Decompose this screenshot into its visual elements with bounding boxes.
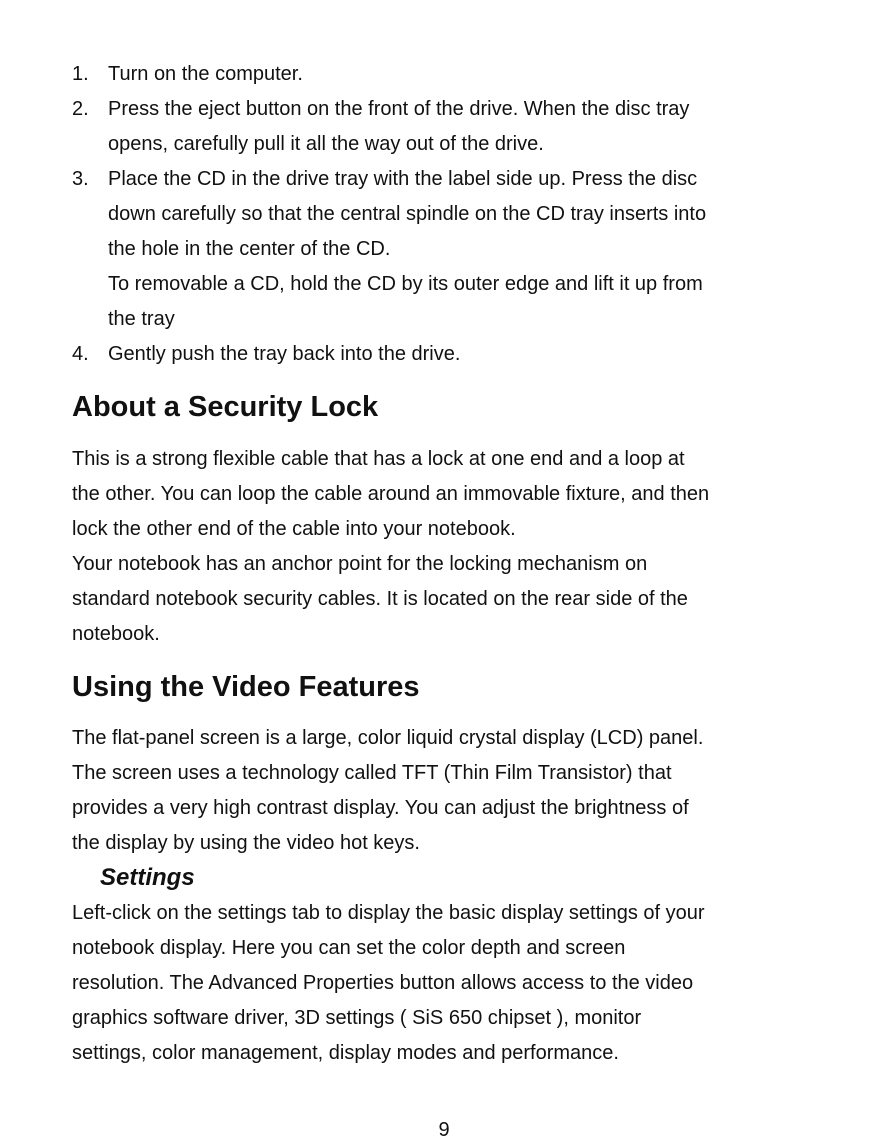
body-line: settings, color management, display modes and performance. [72, 1042, 619, 1064]
security-body [72, 442, 842, 652]
body-line: Left-click on the settings tab to display the basic display settings of your [72, 902, 705, 924]
step-text: the hole in the center of the CD. [108, 238, 391, 260]
step-text: down carefully so that the central spindle on the CD tray inserts into [108, 203, 707, 225]
body-line: The flat-panel screen is a large, color liquid crystal display (LCD) panel. [72, 727, 704, 749]
body-line: Your notebook has an anchor point for the locking mechanism on [72, 553, 648, 575]
page-number: 9 [438, 1119, 450, 1141]
body-line: notebook. [72, 623, 160, 645]
step-text: To removable a CD, hold the CD by its outer edge and lift it up from [108, 273, 703, 295]
step-text: opens, carefully pull it all the way out of the drive. [108, 133, 544, 155]
step-number: 2. [72, 98, 89, 120]
step-number: 4. [72, 343, 89, 365]
body-line: provides a very high contrast display. You can adjust the brightness of [72, 797, 689, 819]
step-text: Turn on the computer. [108, 63, 303, 85]
steps-list [72, 57, 832, 372]
settings-body [72, 896, 842, 1071]
video-heading: Using the Video Features [72, 671, 420, 703]
step-item [72, 57, 832, 92]
step-text: Gently push the tray back into the drive. [108, 343, 461, 365]
body-line: notebook display. Here you can set the color depth and screen [72, 937, 626, 959]
body-line: The screen uses a technology called TFT (Thin Film Transistor) that [72, 762, 672, 784]
body-line: standard notebook security cables. It is located on the rear side of the [72, 588, 688, 610]
step-text: Press the eject button on the front of the drive. When the disc tray [108, 98, 690, 120]
video-body [72, 721, 842, 861]
security-heading: About a Security Lock [72, 391, 379, 423]
step-text: the tray [108, 308, 175, 330]
step-number: 3. [72, 168, 89, 190]
body-line: the other. You can loop the cable around an immovable fixture, and then [72, 483, 710, 505]
step-item [72, 162, 832, 337]
settings-heading: Settings [100, 864, 195, 891]
step-item [72, 337, 832, 372]
body-line: the display by using the video hot keys. [72, 832, 420, 854]
body-line: lock the other end of the cable into your notebook. [72, 518, 516, 540]
step-text: Place the CD in the drive tray with the label side up. Press the disc [108, 168, 698, 190]
step-number: 1. [72, 63, 89, 85]
body-line: resolution. The Advanced Properties button allows access to the video [72, 972, 694, 994]
body-line: graphics software driver, 3D settings ( SiS 650 chipset ), monitor [72, 1007, 642, 1029]
step-item [72, 92, 832, 162]
body-line: This is a strong flexible cable that has a lock at one end and a loop at [72, 448, 685, 470]
